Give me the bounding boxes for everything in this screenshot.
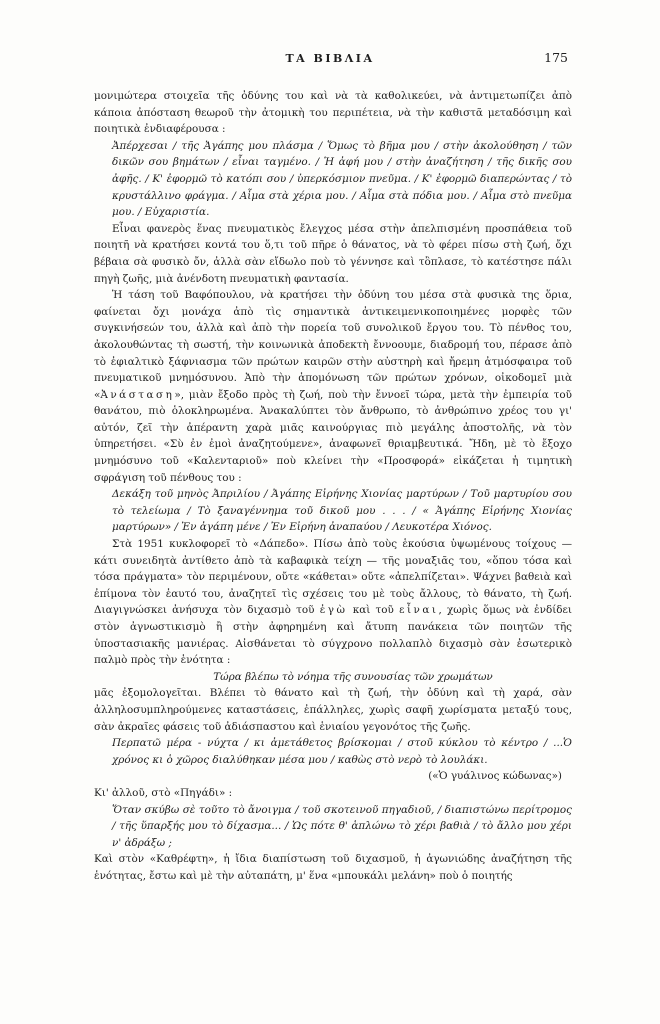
paragraph-4	[94, 536, 572, 669]
poem-quote-1: Ἀπέρχεσαι / τῆς Ἀγάπης μου πλάσμα / Ὅμως τὸ βῆμα μου / στὴν ἀκολούθηση / τῶν δικῶν σου βημάτων / εἶναι ταγμένο. / Ἡ ἀφή μου / στὴν ἀναζήτηση / τῆς δικῆς σου ἀφῆς. / Κ' ἐφορμῶ τὸ κατόπι σου / ὑπερκόσμιον πνεῦμα. / Κ' ἐφορμῶ διαπερώντας / τὸ κρυστάλλινο φράγμα. / Αἷμα στὰ χέρια μου. / Αἷμα στὰ πόδια μου. / Αἷμα στὸ πνεῦμα μου. / Εὐχαριστία.	[112, 139, 572, 219]
paragraph-2: Εἶναι φανερὸς ἕνας πνευματικὸς ἔλεγχος μέσα στὴν ἀπελπισμένη προσπάθεια τοῦ ποιητῆ νὰ κρατήσει κοντά του ὅ,τι τοῦ πῆρε ὁ θάνατος, νὰ τὸ φέρει πίσω στὴ ζωή, ὄχι βέβαια σὰ φυσικὸ ὄν, ἀλλὰ σὰν εἴδωλο ποὺ τὸ γέννησε καὶ τὂπλασε, τὸ κατέστησε πάλι πηγὴ ζωῆς, μιὰ ἀνένδοτη πνευματικὴ φαντασία.	[94, 222, 572, 285]
paragraph-3	[94, 287, 572, 486]
paragraph-5: μᾶς ἐξομολογεῖται. Βλέπει τὸ θάνατο καὶ τὴ ζωή, τὴν ὀδύνη καὶ τὴ χαρά, σὰν ἀλληλοσυμπληρούμενες καταστάσεις, ἐπάλληλες, χωρὶς σαφῆ χωρίσματα μεταξύ τους, σὰν ἀκραῖες φάσεις τοῦ ἀδιάσπαστου καὶ ἑνιαίου γεγονότος τῆς ζωῆς.	[94, 687, 572, 733]
paragraph-4-text-b: , χωρὶς ὅμως νὰ ἐνδίδει στὸν ἀγνωστικισμὸ ἢ στὴν ἀφηρημένη καὶ ἄτυπη πανάκεια τῶν ποιητῶν τῆς ὑποστασιακῆς μανιέρας. Αἰσθάνεται τὸ σύγχρονο πολλαπλὸ διχασμὸ σὰν ἐσωτερικὸ παλμὸ πρὸς τὴν ἑνότητα :	[94, 604, 572, 667]
poem-quote-5: Ὅταν σκύβω σὲ τοῦτο τὸ ἄνοιγμα / τοῦ σκοτεινοῦ πηγαδιοῦ, / διαπιστώνω περίτρομος / τῆς ὕπαρξής μου τὸ δίχασμα... / Ὡς πότε θ' ἁπλώνω τὸ χέρι βαθιὰ / τὸ ἄλλο μου χέρι ν' ἀδράξω ;	[112, 803, 572, 849]
page-number: 175	[544, 50, 568, 65]
paragraph-7: Καὶ στὸν «Καθρέφτη», ἡ ἴδια διαπίστωση τοῦ διχασμοῦ, ἡ ἀγωνιώδης ἀναζήτηση τῆς ἑνότητας, ἔστω καὶ μὲ τὴν αὐταπάτη, μ' ἕνα «μπουκάλι μελάνη» ποὺ ὁ ποιητής	[94, 853, 572, 882]
quote-attribution: («Ὁ γυάλινος κώδωνας»)	[428, 770, 562, 783]
ego-word: ἐγὼ	[319, 604, 348, 617]
anastasi-title: Ἀνάσταση	[100, 388, 175, 401]
poem-quote-3: Τώρα βλέπω τὸ νόημα τῆς συνουσίας τῶν χρωμάτων	[213, 670, 493, 683]
running-title: ΤΑ ΒΙΒΛΙΑ	[285, 52, 375, 65]
poem-quote-2: Δεκάξη τοῦ μηνὸς Ἀπριλίου / Ἀγάπης Εἰρήνης Χιονίας μαρτύρων / Τοῦ μαρτυρίου σου τὸ τελείωμα / Τὸ ξαναγέννημα τοῦ δικοῦ μου . . . / « Ἀγάπης Εἰρήνης Χιονίας μαρτύρων» / Ἐν ἀγάπη μένε / Ἐν Εἰρήνη ἀναπαύου / Λευκοτέρα Χιόνος.	[112, 488, 572, 534]
paragraph-4-text-mid: καὶ τοῦ	[347, 604, 400, 617]
paragraph-4-text-a: Στὰ 1951 κυκλοφορεῖ τὸ «Δάπεδο». Πίσω ἀπὸ τοὺς ἑκούσια ὑψωμένους τοίχους — κάτι συνειδητὰ ἀντίθετο ἀπὸ τὰ καβαφικὰ τείχη — τῆς μοναξιᾶς του, «ὅπου τόσα καὶ τόσα πράγματα» τὸν περιμένουν, οὔτε «κάθεται» οὔτε «ἀπελπίζεται». Ψάχνει βαθειὰ καὶ ἐπίμονα τὸν ἑαυτό του, ἀναζητεῖ τὶς σχέσεις του μὲ τοὺς ἄλλους, τὸ θάνατο, τὴ ζωή. Διαγιγνώσκει ἀνήσυχα τὸν διχασμὸ τοῦ	[94, 538, 572, 617]
body-text	[94, 88, 572, 885]
poem-quote-4: Περπατῶ μέρα - νύχτα / κι ἀμετάθετος βρίσκομαι / στοῦ κύκλου τὸ κέντρο / ...Ὁ χρόνος κι ὁ χῶρος διαλύθηκαν μέσα μου / καθὼς στὸ νερὸ τὸ λουλάκι.	[112, 737, 572, 766]
paragraph-1: μονιμώτερα στοιχεῖα τῆς ὀδύνης του καὶ νὰ τὰ καθολικεύει, νὰ ἀντιμετωπίζει ἀπὸ κάποια ἀπόσταση θεωροῦ τὴν ἀτομικὴ του περιπέτεια, νὰ τὴν καθιστᾶ μεταδόσιμη καὶ ποιητικὰ ἐνδιαφέρουσα :	[94, 90, 572, 136]
einai-word: εἶναι	[399, 604, 439, 617]
paragraph-3-text-a: Ἡ τάση τοῦ Βαφόπουλου, νὰ κρατήσει τὴν ὀδύνη του μέσα στὰ φυσικὰ της ὅρια, φαίνεται ὄχι μονάχα ἀπὸ τὶς σημαντικὰ ἀντικειμενικοποιημένες μορφὲς τῶν συγκινήσεών του, ἀλλὰ καὶ ἀπὸ τὴν πορεία τοῦ συνολικοῦ ἔργου του. Τὸ πένθος του, ἀκολουθώντας τὴ σωστή, τὴν κοινωνικὰ ἀποδεκτὴ ἔννοουμε, διαδρομή του, πέρασε ἀπὸ τὸ ἐφιαλτικὸ ξάφνιασμα τῶν πρώτων καιρῶν στὴν αὐστηρὴ καὶ ἤρεμη ἀτμόσφαιρα τοῦ πνευματικοῦ μνημόσυνου. Ἀπὸ τὴν ἀπομόνωση τῶν πρώτων χρόνων, οἰκοδομεῖ μιὰ «	[94, 289, 572, 401]
paragraph-6: Κι' ἀλλοῦ, στὸ «Πηγάδι» :	[94, 786, 233, 799]
paragraph-3-text-b: », μιὰν ἔξοδο πρὸς τὴ ζωή, ποὺ τὴν ἔννοεῖ τώρα, μετὰ τὴν ἐμπειρία τοῦ θανάτου, πιὸ ὁλοκληρωμένα. Ἀνακαλύπτει τὸν ἄνθρωπο, τὸ ἀνθρώπινο χρέος του γι' αὐτόν, ζεῖ τὴν ἀπέραντη χαρὰ μιᾶς καινούργιας πιὸ μεγάλης ἀποστολῆς, νὰ τὸν ὑπηρετήσει. «Σὺ ἐν ἐμοὶ ἀναζητούμενε», ἀναφωνεῖ θριαμβευτικά. Ἤδη, μὲ τὸ ἔξοχο μνημόσυνο τοῦ «Καλενταριοῦ» ποὺ κλείνει τὴν «Προσφορά» εἰκάζεται ἡ τιμητικὴ σφράγιση τοῦ πένθους του :	[94, 388, 572, 484]
